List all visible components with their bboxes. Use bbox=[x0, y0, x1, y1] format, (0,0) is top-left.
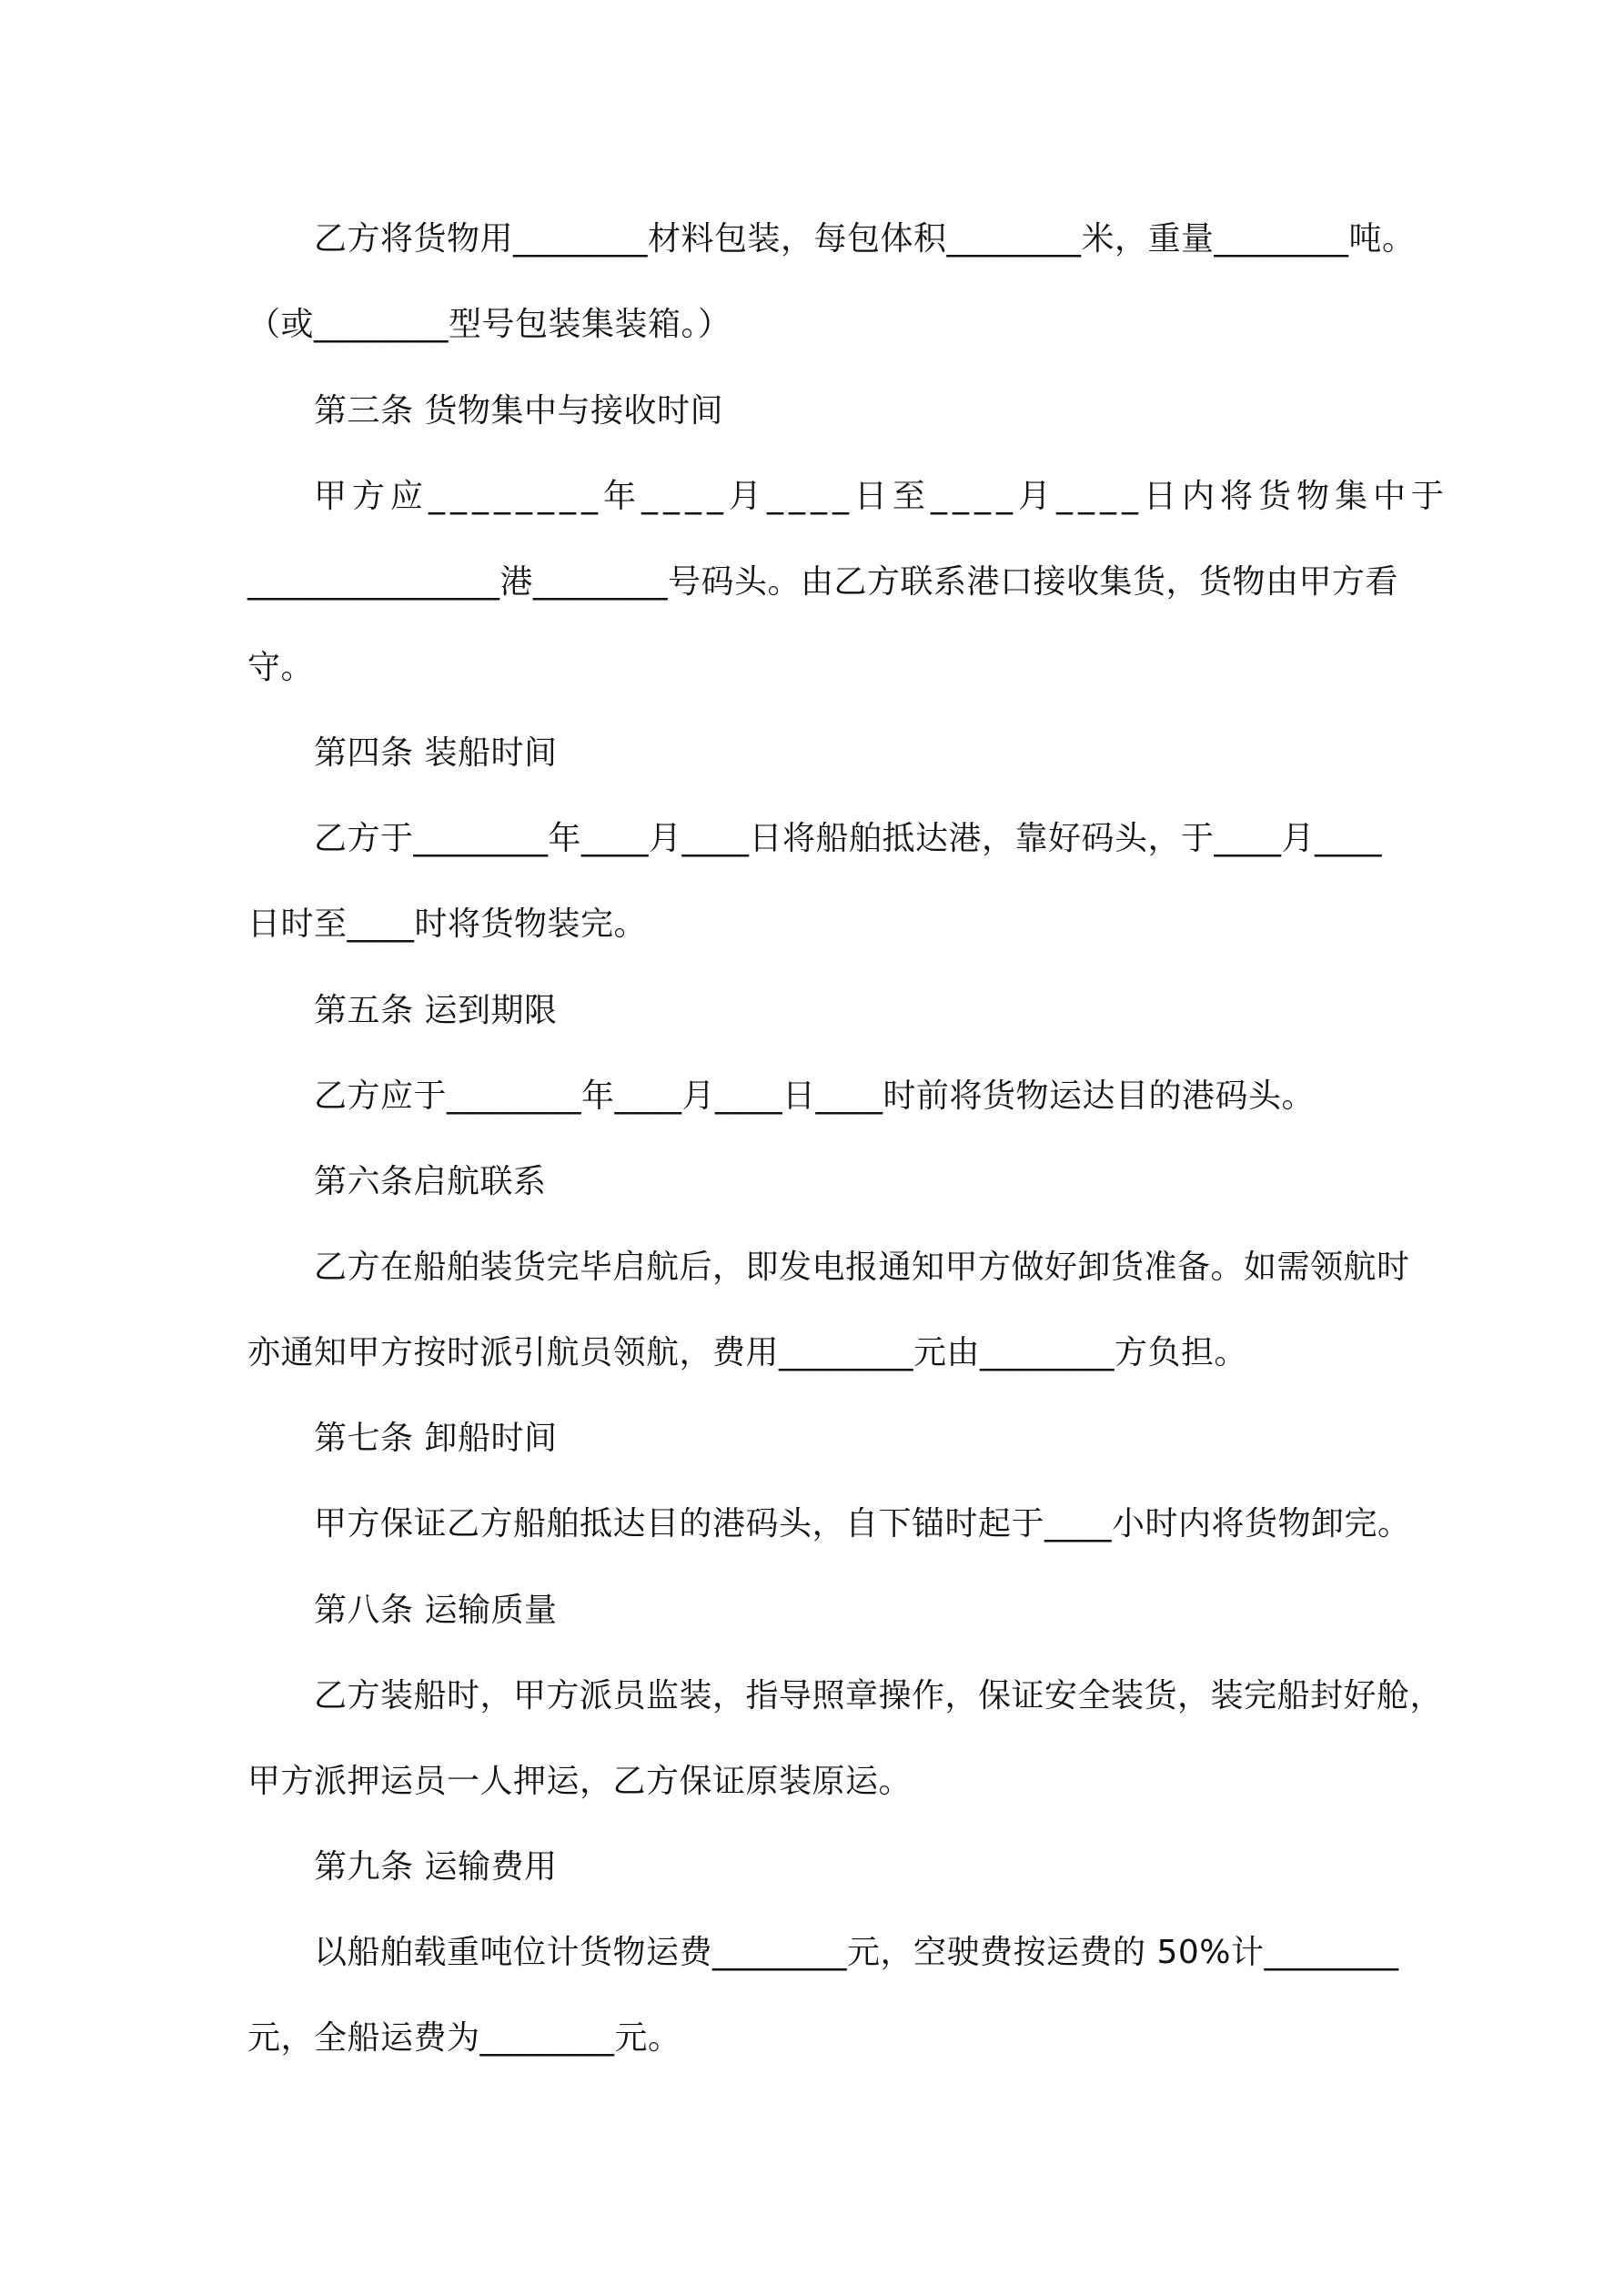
article-5-heading: 第五条 运到期限 bbox=[314, 992, 558, 1029]
paragraph-packaging-cont: （或________型号包装集装箱。） bbox=[247, 306, 731, 343]
article-9-heading: 第九条 运输费用 bbox=[314, 1848, 558, 1886]
article-6-heading: 第六条启航联系 bbox=[314, 1163, 547, 1200]
article-5-body: 乙方应于________年____月____日____时前将货物运达目的港码头。 bbox=[314, 1077, 1316, 1115]
article-7-body: 甲方保证乙方船舶抵达目的港码头，自下锚时起于____小时内将货物卸完。 bbox=[314, 1505, 1411, 1542]
article-3-body-end: 守。 bbox=[247, 649, 315, 686]
article-9-body: 以船舶载重吨位计货物运费________元，空驶费按运费的 50%计________ bbox=[314, 1934, 1399, 1971]
article-6-body: 乙方在船舶装货完毕启航后，即发电报通知甲方做好卸货准备。如需领航时 bbox=[314, 1249, 1410, 1286]
article-8-body: 乙方装船时，甲方派员监装，指导照章操作，保证安全装货，装完船封好舱， bbox=[314, 1677, 1444, 1714]
article-3-heading: 第三条 货物集中与接收时间 bbox=[314, 392, 723, 430]
article-8-body-cont: 甲方派押运员一人押运，乙方保证原装原运。 bbox=[247, 1763, 913, 1800]
article-4-body: 乙方于________年____月____日将船舶抵达港，靠好码头，于____月____ bbox=[314, 820, 1383, 857]
paragraph-packaging: 乙方将货物用________材料包装，每包体积________米，重量________吨。 bbox=[314, 220, 1416, 258]
article-9-body-cont: 元，全船运费为________元。 bbox=[247, 2019, 681, 2057]
article-8-heading: 第八条 运输质量 bbox=[314, 1592, 558, 1629]
article-3-body-cont: _______________港________号码头。由乙方联系港口接收集货，货物由甲方看 bbox=[247, 563, 1399, 601]
article-6-body-cont: 亦通知甲方按时派引航员领航，费用________元由________方负担。 bbox=[247, 1334, 1248, 1371]
article-4-heading: 第四条 装船时间 bbox=[314, 734, 558, 772]
article-4-body-cont: 日时至____时将货物装完。 bbox=[247, 905, 648, 943]
article-7-heading: 第七条 卸船时间 bbox=[314, 1420, 558, 1457]
article-3-body: 甲方应________年____月____日至____月____日内将货物集中于 bbox=[314, 478, 1450, 515]
